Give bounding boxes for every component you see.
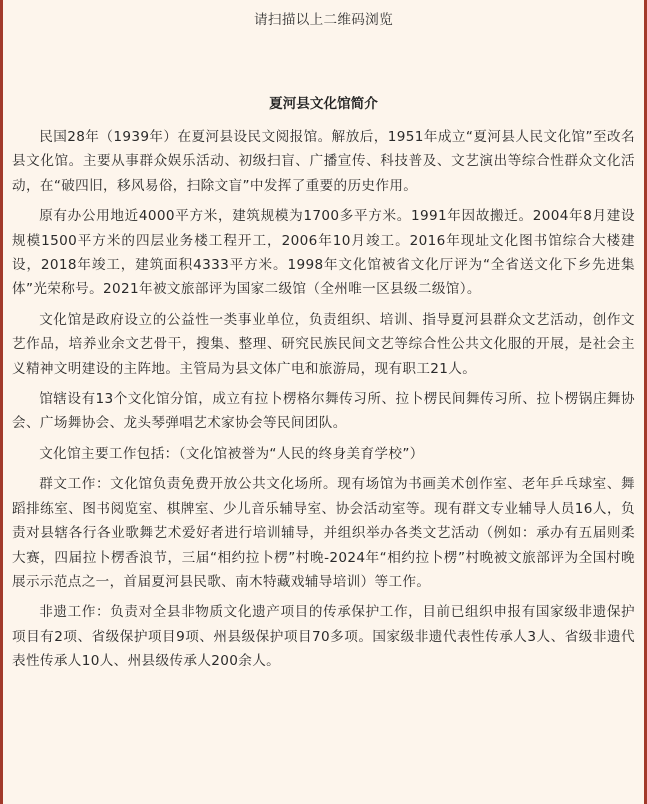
paragraph-intangible-heritage-work: 非遗工作：负责对全县非物质文化遗产项目的传承保护工作，目前已组织申报有国家级非遗保护项目有2项、省级保护项目9项、州县级保护项目70多项。国家级非遗代表性传承人3人、省级非遗代表性传承人10人、州县级传承人200余人。	[12, 604, 635, 670]
article-content	[12, 0, 635, 674]
paragraph-main-work-intro: 文化馆主要工作包括：（文化馆被誉为“人民的终身美育学校”）	[39, 445, 424, 462]
left-border-line	[0, 0, 3, 804]
qr-scan-note: 请扫描以上二维码浏览	[254, 12, 393, 28]
paragraph-history: 民国28年（1939年）在夏河县设民文阅报馆。解放后，1951年成立“夏河县人民文化馆”至改名县文化馆。主要从事群众娱乐活动、初级扫盲、广播宣传、科技普及、文艺演出等综合性群众文化活动，在“破四旧，移风易俗，扫除文盲”中发挥了重要的历史作用。	[12, 129, 635, 194]
article-title: 夏河县文化馆简介	[269, 96, 378, 112]
paragraph-facilities: 原有办公用地近4000平方米，建筑规模为1700多平方米。1991年因故搬迁。2004年8月建设规模1500平方米的四层业务楼工程开工，2006年10月竣工。2016年现址文化图书馆综合大楼建设，2018年竣工，建筑面积4333平方米。1998年文化馆被省文化厅评为“全省送文化下乡先进集体”光荣称号。2021年被文旅部评为国家二级馆（全州唯一区县级二级馆）。	[12, 208, 635, 298]
paragraph-branches: 馆辖设有13个文化馆分馆，成立有拉卜楞格尔舞传习所、拉卜楞民间舞传习所、拉卜楞锅庄舞协会、广场舞协会、龙头琴弹唱艺术家协会等民间团队。	[12, 391, 635, 432]
paragraph-role: 文化馆是政府设立的公益性一类事业单位，负责组织、培训、指导夏河县群众文艺活动，创作文艺作品，培养业余文艺骨干，搜集、整理、研究民族民间文艺等综合性公共文化服的开展，是社会主义精神文明建设的主阵地。主管局为县文体广电和旅游局，现有职工21人。	[12, 311, 635, 377]
paragraph-mass-culture-work: 群文工作：文化馆负责免费开放公共文化场所。现有场馆为书画美术创作室、老年乒乓球室、舞蹈排练室、图书阅览室、棋牌室、少儿音乐辅导室、协会活动室等。现有群文专业辅导人员16人，负责对县辖各行各业歌舞艺术爱好者进行培训辅导，并组织举办各类文艺活动（例如：承办有五届则柔大赛，四届拉卜楞香浪节，三届“相约拉卜楞”村晚-2024年“相约拉卜楞”村晚被文旅部评为全国村晚展示示范点之一，首届夏河县民歌、南木特藏戏辅导培训）等工作。	[12, 476, 635, 590]
